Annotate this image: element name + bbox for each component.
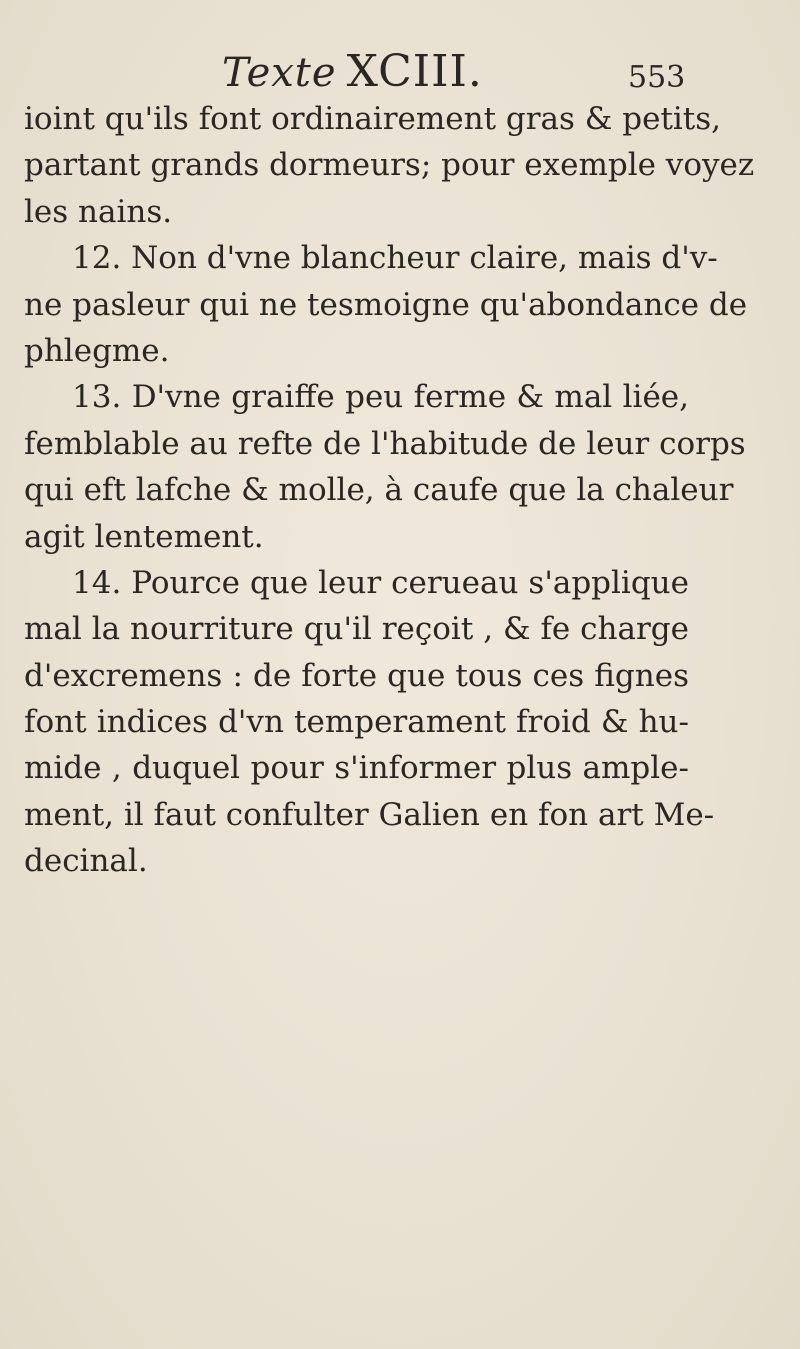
text-line: 14. Pource que leur cerueau s'applique (72, 564, 689, 601)
page-number: 553 (628, 60, 686, 95)
text-line: les nains. (24, 193, 173, 230)
text-line: mide , duquel pour s'informer plus ample- (24, 750, 689, 787)
text-line: decinal. (24, 843, 148, 880)
running-title (222, 46, 483, 97)
text-line: ne pasleur qui ne tesmoigne qu'abondance de (24, 286, 748, 323)
text-line: phlegme. (24, 332, 170, 369)
text-line: d'excremens : de forte que tous ces fignes (24, 657, 689, 694)
text-line: ioint qu'ils font ordinairement gras & petits, (24, 101, 722, 137)
running-title-italic: Texte (222, 50, 337, 96)
text-line: qui eft lafche & molle, à caufe que la chaleur (24, 472, 734, 509)
text-line: mal la nourriture qu'il reçoit , & fe charge (24, 611, 689, 648)
text-line: partant grands dormeurs; pour exemple voyez (24, 147, 755, 184)
page-header (0, 42, 800, 102)
text-line: 12. Non d'vne blancheur claire, mais d'v- (72, 240, 718, 277)
text-line: font indices d'vn temperament froid & hu- (24, 704, 689, 741)
text-line: 13. D'vne graiffe peu ferme & mal liée, (72, 379, 689, 416)
body-text (24, 96, 755, 885)
text-line: agit lentement. (24, 518, 264, 555)
text-line: ment, il faut confulter Galien en fon art Me- (24, 796, 715, 833)
running-title-roman: XCIII. (346, 46, 483, 97)
text-line: femblable au refte de l'habitude de leur corps (24, 425, 746, 462)
